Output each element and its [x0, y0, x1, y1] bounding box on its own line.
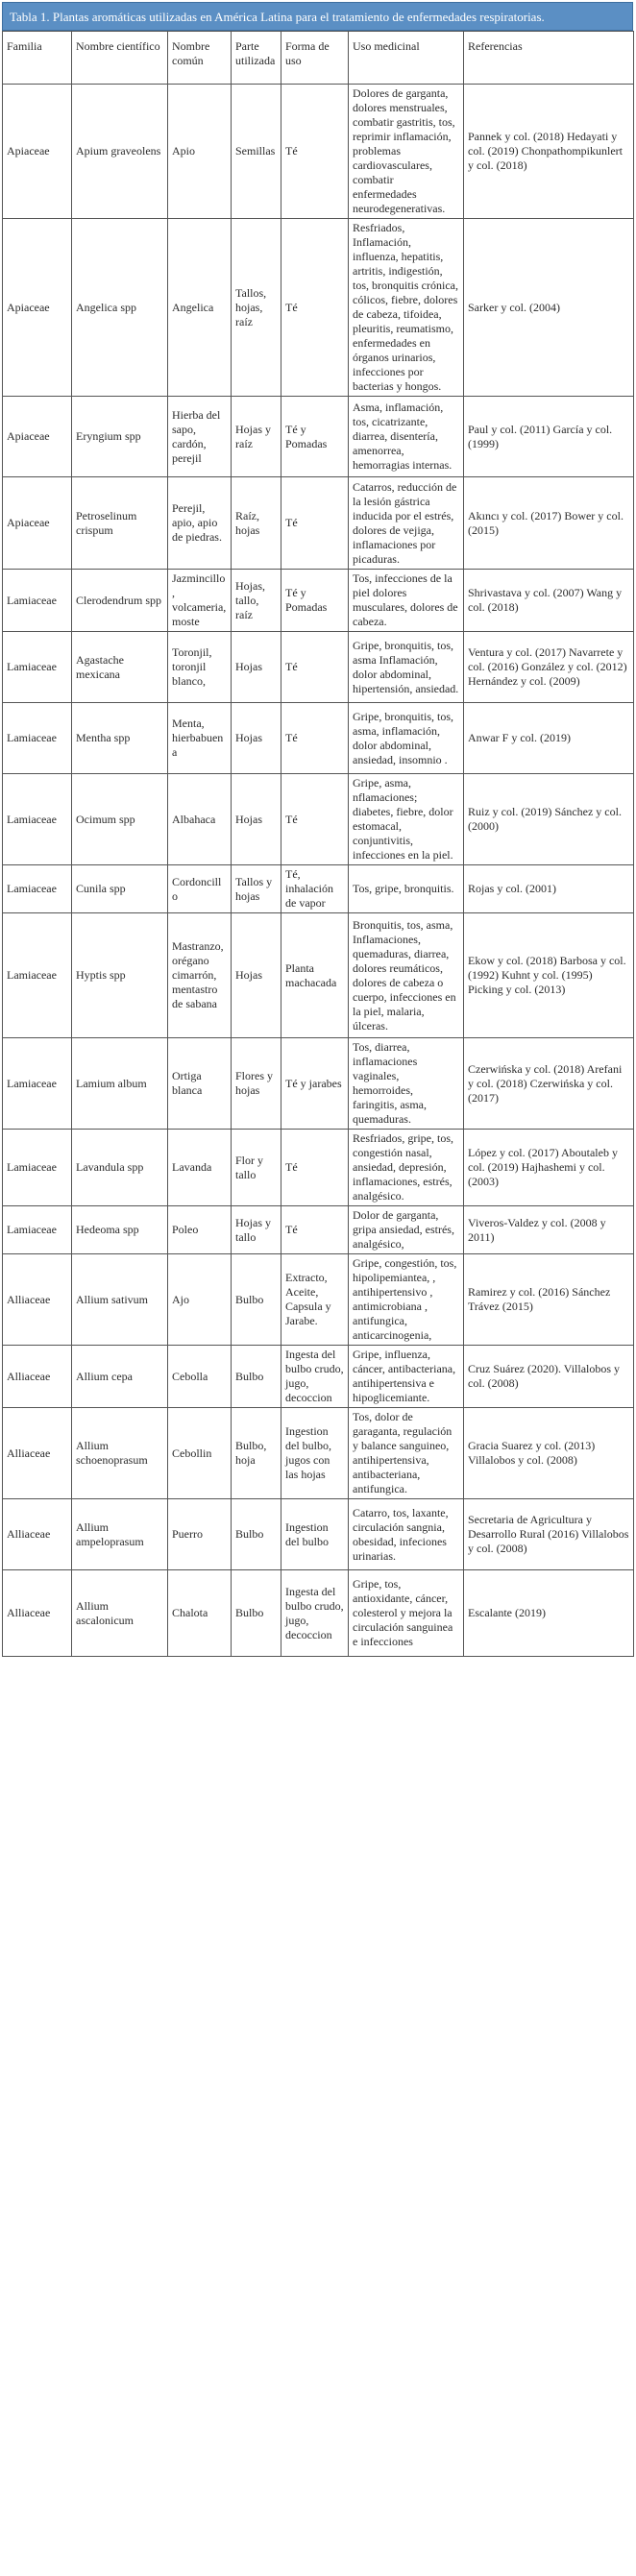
- table-row: [3, 703, 634, 774]
- cell-parte-utilizada: Hojas y raíz: [232, 397, 281, 477]
- cell-parte-utilizada: Hojas: [232, 632, 281, 703]
- table-row: [3, 632, 634, 703]
- cell-familia: Alliaceae: [3, 1499, 72, 1570]
- cell-forma-de-uso: Té: [281, 1130, 349, 1206]
- cell-parte-utilizada: Hojas: [232, 913, 281, 1038]
- cell-parte-utilizada: Bulbo: [232, 1499, 281, 1570]
- cell-familia: Apiaceae: [3, 477, 72, 570]
- cell-uso-medicinal: Dolores de garganta, dolores menstruales, combatir gastritis, tos, reprimir inflamación, problemas cardiovasculares, combatir enfermedades neurodegenerativas.: [349, 85, 464, 219]
- cell-referencias: Viveros-Valdez y col. (2008 y 2011): [464, 1206, 634, 1254]
- cell-referencias: Rojas y col. (2001): [464, 865, 634, 913]
- table-row: [3, 219, 634, 397]
- table-container: [2, 2, 633, 1657]
- cell-forma-de-uso: Té y Pomadas: [281, 570, 349, 632]
- cell-referencias: Ruiz y col. (2019) Sánchez y col. (2000): [464, 774, 634, 865]
- cell-nombre-comun: Cebolla: [168, 1346, 232, 1408]
- cell-parte-utilizada: Tallos y hojas: [232, 865, 281, 913]
- table-row: [3, 1346, 634, 1408]
- cell-parte-utilizada: Tallos, hojas, raíz: [232, 219, 281, 397]
- cell-uso-medicinal: Gripe, tos, antioxidante, cáncer, colesterol y mejora la circulación sanguinea e infecciones: [349, 1570, 464, 1657]
- cell-nombre-comun: Albahaca: [168, 774, 232, 865]
- cell-forma-de-uso: Ingesta del bulbo crudo, jugo, decoccion: [281, 1346, 349, 1408]
- cell-parte-utilizada: Bulbo: [232, 1254, 281, 1346]
- cell-parte-utilizada: Bulbo, hoja: [232, 1408, 281, 1499]
- cell-uso-medicinal: Gripe, bronquitis, tos, asma Inflamación, dolor abdominal, hipertensión, ansiedad.: [349, 632, 464, 703]
- table-row: [3, 1130, 634, 1206]
- cell-nombre-cientifico: Mentha spp: [72, 703, 168, 774]
- cell-parte-utilizada: Flor y tallo: [232, 1130, 281, 1206]
- table-row: [3, 913, 634, 1038]
- cell-nombre-cientifico: Agastache mexicana: [72, 632, 168, 703]
- cell-familia: Apiaceae: [3, 85, 72, 219]
- cell-forma-de-uso: Té: [281, 85, 349, 219]
- cell-nombre-comun: Ortiga blanca: [168, 1038, 232, 1130]
- cell-forma-de-uso: Té: [281, 774, 349, 865]
- cell-uso-medicinal: Asma, inflamación, tos, cicatrizante, diarrea, disentería, amenorrea, hemorragias internas.: [349, 397, 464, 477]
- cell-parte-utilizada: Hojas y tallo: [232, 1206, 281, 1254]
- cell-nombre-cientifico: Hedeoma spp: [72, 1206, 168, 1254]
- cell-nombre-comun: Lavanda: [168, 1130, 232, 1206]
- cell-parte-utilizada: Flores y hojas: [232, 1038, 281, 1130]
- cell-uso-medicinal: Resfriados, Inflamación, influenza, hepatitis, artritis, indigestión, tos, bronquitis crónica, cólicos, fiebre, dolores de cabeza, tifoidea, pleuritis, reumatismo, enfermedades en órganos urinarios, infecciones por bacterias y hongos.: [349, 219, 464, 397]
- table-row: [3, 1408, 634, 1499]
- cell-forma-de-uso: Planta machacada: [281, 913, 349, 1038]
- cell-nombre-comun: Jazmincillo, volcameria, moste: [168, 570, 232, 632]
- cell-nombre-cientifico: Lavandula spp: [72, 1130, 168, 1206]
- cell-parte-utilizada: Hojas, tallo, raíz: [232, 570, 281, 632]
- cell-nombre-comun: Perejil, apio, apio de piedras.: [168, 477, 232, 570]
- cell-nombre-comun: Cordoncillo: [168, 865, 232, 913]
- cell-referencias: Ventura y col. (2017) Navarrete y col. (2016) González y col. (2012) Hernández y col. (2009): [464, 632, 634, 703]
- table-row: [3, 1206, 634, 1254]
- cell-forma-de-uso: Té: [281, 219, 349, 397]
- cell-familia: Lamiaceae: [3, 865, 72, 913]
- cell-nombre-cientifico: Allium ascalonicum: [72, 1570, 168, 1657]
- cell-uso-medicinal: Gripe, bronquitis, tos, asma, inflamación, dolor abdominal, ansiedad, insomnio .: [349, 703, 464, 774]
- header-familia: Familia: [3, 32, 72, 85]
- table-row: [3, 774, 634, 865]
- cell-forma-de-uso: Té, inhalación de vapor: [281, 865, 349, 913]
- cell-referencias: Czerwińska y col. (2018) Arefani y col. (2018) Czerwińska y col. (2017): [464, 1038, 634, 1130]
- cell-parte-utilizada: Semillas: [232, 85, 281, 219]
- cell-uso-medicinal: Catarros, reducción de la lesión gástrica inducida por el estrés, dolores de vejiga, inflamaciones por picaduras.: [349, 477, 464, 570]
- cell-familia: Alliaceae: [3, 1346, 72, 1408]
- cell-referencias: Gracia Suarez y col. (2013) Villalobos y col. (2008): [464, 1408, 634, 1499]
- cell-nombre-comun: Chalota: [168, 1570, 232, 1657]
- table-row: [3, 1254, 634, 1346]
- cell-uso-medicinal: Gripe, asma, nflamaciones; diabetes, fiebre, dolor estomacal, conjuntivitis, infecciones en la piel.: [349, 774, 464, 865]
- table-row: [3, 570, 634, 632]
- header-row: [3, 32, 634, 85]
- cell-nombre-comun: Toronjil, toronjil blanco,: [168, 632, 232, 703]
- table-body: [3, 85, 634, 1657]
- cell-nombre-cientifico: Apium graveolens: [72, 85, 168, 219]
- table-row: [3, 1570, 634, 1657]
- cell-referencias: Secretaria de Agricultura y Desarrollo Rural (2016) Villalobos y col. (2008): [464, 1499, 634, 1570]
- cell-referencias: Shrivastava y col. (2007) Wang y col. (2018): [464, 570, 634, 632]
- cell-parte-utilizada: Hojas: [232, 703, 281, 774]
- cell-forma-de-uso: Té: [281, 632, 349, 703]
- cell-familia: Lamiaceae: [3, 1038, 72, 1130]
- cell-familia: Lamiaceae: [3, 913, 72, 1038]
- cell-forma-de-uso: Extracto, Aceite, Capsula y Jarabe.: [281, 1254, 349, 1346]
- table-row: [3, 85, 634, 219]
- cell-nombre-cientifico: Clerodendrum spp: [72, 570, 168, 632]
- cell-nombre-cientifico: Lamium album: [72, 1038, 168, 1130]
- cell-nombre-cientifico: Angelica spp: [72, 219, 168, 397]
- cell-nombre-cientifico: Cunila spp: [72, 865, 168, 913]
- cell-familia: Alliaceae: [3, 1254, 72, 1346]
- table-row: [3, 865, 634, 913]
- cell-uso-medicinal: Tos, gripe, bronquitis.: [349, 865, 464, 913]
- cell-familia: Lamiaceae: [3, 570, 72, 632]
- cell-referencias: Cruz Suárez (2020). Villalobos y col. (2008): [464, 1346, 634, 1408]
- cell-nombre-cientifico: Allium sativum: [72, 1254, 168, 1346]
- cell-nombre-comun: Angelica: [168, 219, 232, 397]
- cell-nombre-cientifico: Allium schoenoprasum: [72, 1408, 168, 1499]
- cell-uso-medicinal: Tos, infecciones de la piel dolores musculares, dolores de cabeza.: [349, 570, 464, 632]
- cell-forma-de-uso: Ingesta del bulbo crudo, jugo, decoccion: [281, 1570, 349, 1657]
- cell-nombre-comun: Ajo: [168, 1254, 232, 1346]
- cell-familia: Lamiaceae: [3, 774, 72, 865]
- cell-nombre-cientifico: Allium cepa: [72, 1346, 168, 1408]
- cell-referencias: Anwar F y col. (2019): [464, 703, 634, 774]
- cell-familia: Apiaceae: [3, 397, 72, 477]
- cell-uso-medicinal: Bronquitis, tos, asma, Inflamaciones, quemaduras, diarrea, dolores reumáticos, dolores de cabeza o cuerpo, infecciones en la piel, malaria, úlceras.: [349, 913, 464, 1038]
- cell-referencias: Escalante (2019): [464, 1570, 634, 1657]
- cell-referencias: Sarker y col. (2004): [464, 219, 634, 397]
- cell-parte-utilizada: Bulbo: [232, 1346, 281, 1408]
- cell-uso-medicinal: Tos, diarrea, inflamaciones vaginales, hemorroides, faringitis, asma, quemaduras.: [349, 1038, 464, 1130]
- cell-nombre-cientifico: Allium ampeloprasum: [72, 1499, 168, 1570]
- cell-referencias: Akıncı y col. (2017) Bower y col. (2015): [464, 477, 634, 570]
- cell-uso-medicinal: Dolor de garganta, gripa ansiedad, estrés, analgésico,: [349, 1206, 464, 1254]
- cell-nombre-cientifico: Hyptis spp: [72, 913, 168, 1038]
- cell-uso-medicinal: Catarro, tos, laxante, circulación sangnia, obesidad, infeciones urinarias.: [349, 1499, 464, 1570]
- cell-nombre-comun: Cebollin: [168, 1408, 232, 1499]
- table-row: [3, 477, 634, 570]
- cell-referencias: López y col. (2017) Aboutaleb y col. (2019) Hajhashemi y col. (2003): [464, 1130, 634, 1206]
- cell-familia: Lamiaceae: [3, 1130, 72, 1206]
- cell-nombre-comun: Puerro: [168, 1499, 232, 1570]
- cell-nombre-comun: Menta, hierbabuena: [168, 703, 232, 774]
- cell-familia: Lamiaceae: [3, 703, 72, 774]
- cell-uso-medicinal: Gripe, congestión, tos, hipolipemiantea, , antihipertensivo , antimicrobiana , antifungica, anticarcinogenia,: [349, 1254, 464, 1346]
- cell-familia: Alliaceae: [3, 1408, 72, 1499]
- header-parte-utilizada: Parte utilizada: [232, 32, 281, 85]
- cell-forma-de-uso: Ingestion del bulbo, jugos con las hojas: [281, 1408, 349, 1499]
- table-row: [3, 1038, 634, 1130]
- cell-forma-de-uso: Té y jarabes: [281, 1038, 349, 1130]
- cell-uso-medicinal: Resfriados, gripe, tos, congestión nasal, ansiedad, depresión, inflamaciones, estrés, analgésico.: [349, 1130, 464, 1206]
- table-caption: Tabla 1. Plantas aromáticas utilizadas en América Latina para el tratamiento de enfermedades respiratorias.: [2, 2, 633, 31]
- cell-forma-de-uso: Té: [281, 1206, 349, 1254]
- header-forma-de-uso: Forma de uso: [281, 32, 349, 85]
- cell-nombre-comun: Mastranzo, orégano cimarrón, mentastro de sabana: [168, 913, 232, 1038]
- header-referencias: Referencias: [464, 32, 634, 85]
- cell-familia: Alliaceae: [3, 1570, 72, 1657]
- cell-nombre-comun: Hierba del sapo, cardón, perejil: [168, 397, 232, 477]
- cell-forma-de-uso: Ingestion del bulbo: [281, 1499, 349, 1570]
- cell-referencias: Paul y col. (2011) García y col. (1999): [464, 397, 634, 477]
- header-nombre-cientifico: Nombre científico: [72, 32, 168, 85]
- cell-forma-de-uso: Té: [281, 703, 349, 774]
- header-uso-medicinal: Uso medicinal: [349, 32, 464, 85]
- cell-parte-utilizada: Bulbo: [232, 1570, 281, 1657]
- header-nombre-comun: Nombre común: [168, 32, 232, 85]
- cell-familia: Lamiaceae: [3, 632, 72, 703]
- cell-familia: Lamiaceae: [3, 1206, 72, 1254]
- cell-nombre-comun: Apio: [168, 85, 232, 219]
- cell-uso-medicinal: Gripe, influenza, cáncer, antibacteriana, antihipertensiva e hipoglicemiante.: [349, 1346, 464, 1408]
- cell-nombre-cientifico: Ocimum spp: [72, 774, 168, 865]
- table-row: [3, 397, 634, 477]
- cell-nombre-cientifico: Petroselinum crispum: [72, 477, 168, 570]
- cell-nombre-comun: Poleo: [168, 1206, 232, 1254]
- cell-parte-utilizada: Hojas: [232, 774, 281, 865]
- cell-parte-utilizada: Raíz, hojas: [232, 477, 281, 570]
- cell-referencias: Pannek y col. (2018) Hedayati y col. (2019) Chonpathompikunlert y col. (2018): [464, 85, 634, 219]
- cell-referencias: Ekow y col. (2018) Barbosa y col. (1992) Kuhnt y col. (1995) Picking y col. (2013): [464, 913, 634, 1038]
- plants-table: [2, 31, 634, 1657]
- cell-referencias: Ramirez y col. (2016) Sánchez Trávez (2015): [464, 1254, 634, 1346]
- cell-forma-de-uso: Té: [281, 477, 349, 570]
- cell-forma-de-uso: Té y Pomadas: [281, 397, 349, 477]
- cell-familia: Apiaceae: [3, 219, 72, 397]
- cell-nombre-cientifico: Eryngium spp: [72, 397, 168, 477]
- table-row: [3, 1499, 634, 1570]
- cell-uso-medicinal: Tos, dolor de garaganta, regulación y balance sanguineo, antihipertensiva, antibacteriana, antifungica.: [349, 1408, 464, 1499]
